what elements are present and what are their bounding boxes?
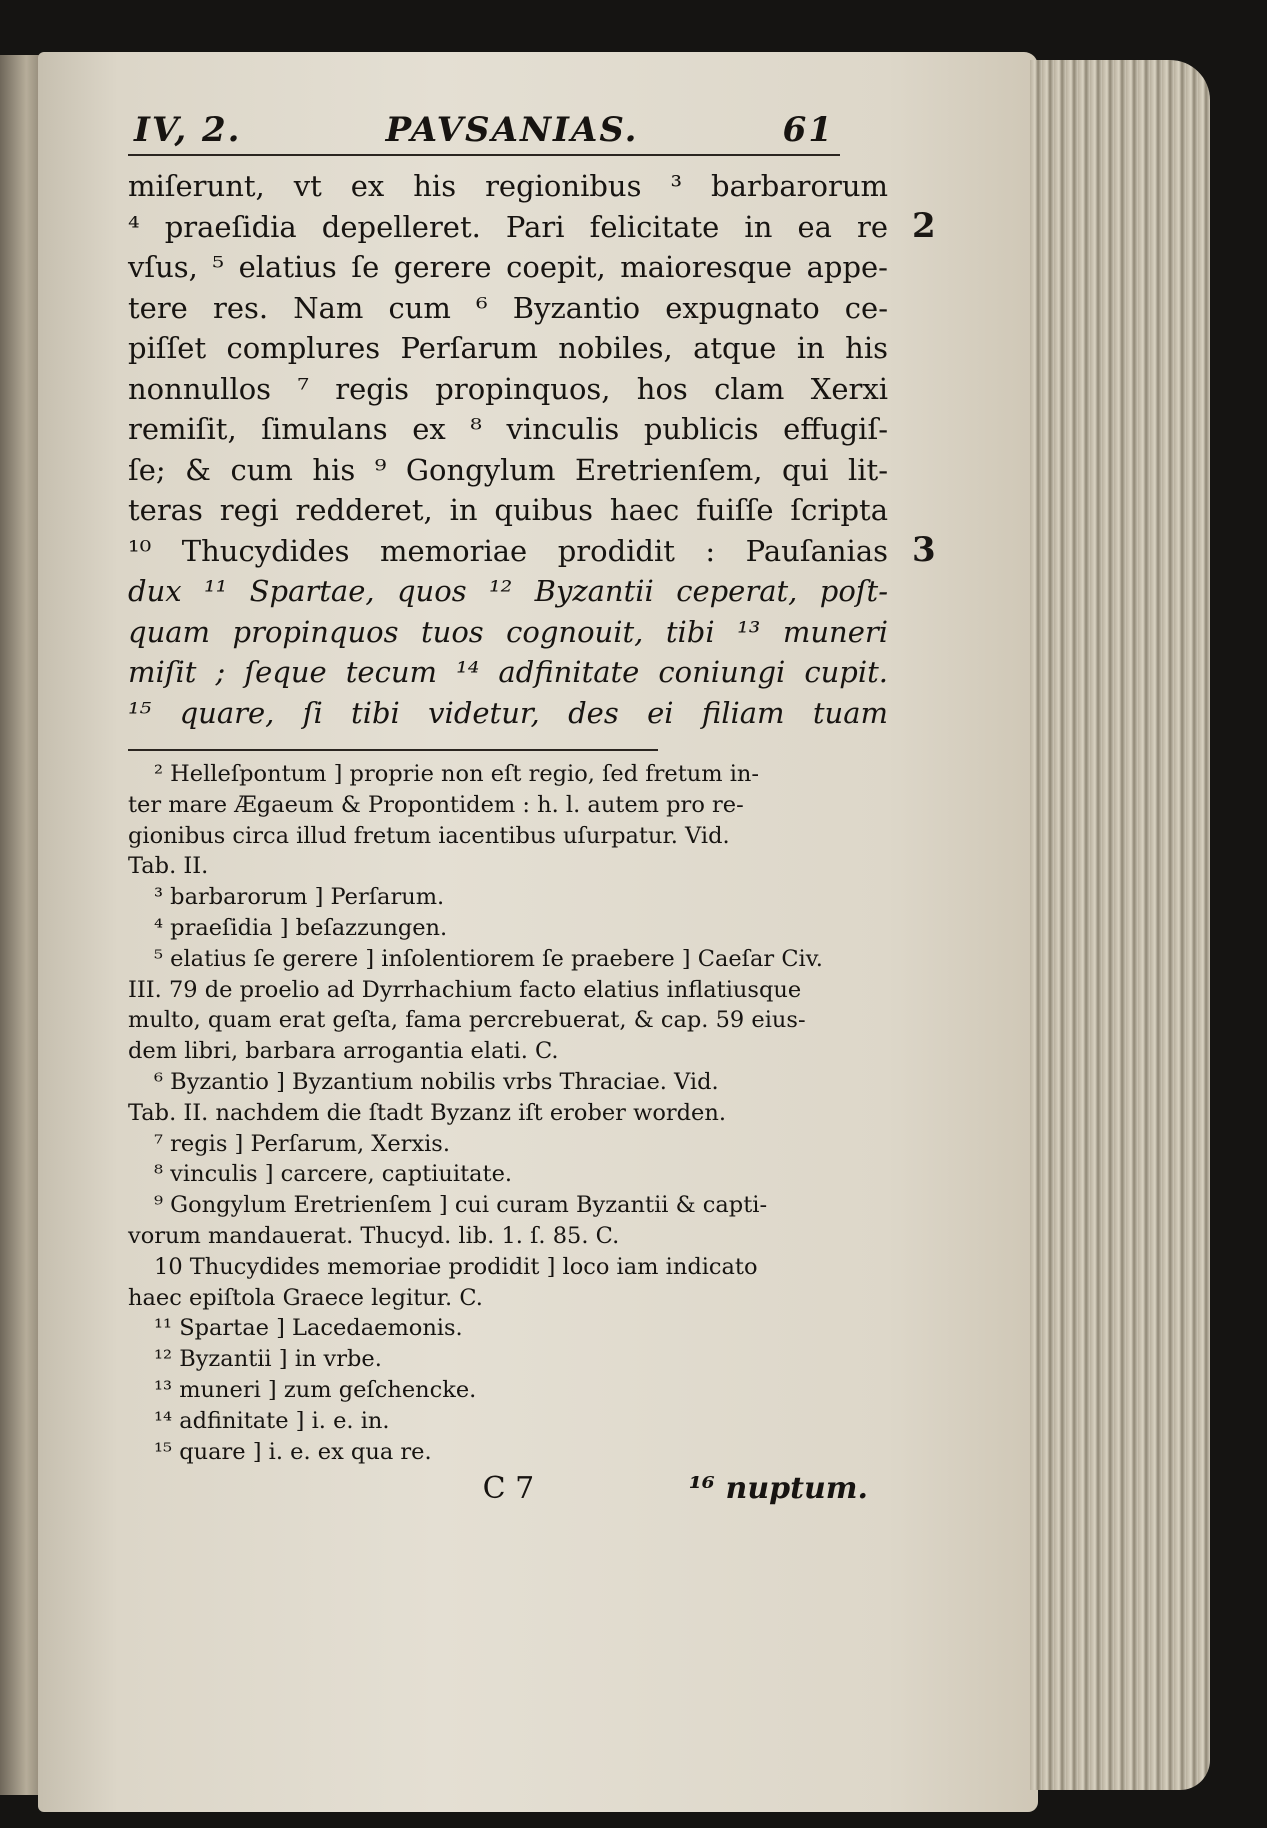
footnote [128, 1375, 888, 1406]
margin-number: 2 [912, 206, 936, 246]
footnote-line: vorum mandauerat. Thucyd. lib. 1. ſ. 85. C. [128, 1222, 620, 1249]
text-line: remiſit, ſimulans ex ⁸ vinculis publicis effugiſ- [128, 412, 888, 446]
footnote-line: ¹⁴ adfinitate ] i. e. in. [154, 1407, 390, 1434]
footnote-line: Tab. II. [128, 853, 209, 880]
footnote-line: ⁶ Byzantio ] Byzantium nobilis vrbs Thraciae. Vid. [154, 1068, 719, 1095]
footnote [128, 1159, 888, 1190]
footnote-line: ³ barbarorum ] Perſarum. [154, 884, 445, 911]
footnotes [128, 759, 888, 1467]
catchword: ¹⁶ nuptum. [688, 1471, 868, 1507]
running-head [128, 110, 840, 156]
footnote-line: ¹⁵ quare ] i. e. ex qua re. [154, 1438, 432, 1465]
text-line: ¹⁰ Thucydides memoriae prodidit : Pauſanias [128, 533, 888, 568]
footnote [128, 913, 888, 944]
main-text [128, 166, 936, 733]
footnote-line: ¹² Byzantii ] in vrbe. [154, 1346, 382, 1373]
signature-mark: C 7 [482, 1471, 535, 1507]
footnote [128, 1406, 888, 1437]
footnote-line: ¹¹ Spartae ] Lacedaemonis. [154, 1315, 463, 1342]
text-line: tere res. Nam cum ⁶ Byzantio expugnato ce- [128, 290, 888, 325]
running-title: PAVSANIAS. [385, 110, 639, 150]
footnote-line: haec epiſtola Graece legitur. C. [128, 1284, 483, 1311]
footnote-line: gionibus circa illud fretum iacentibus uſurpatur. Vid. [128, 822, 730, 849]
text-line: dux ¹¹ Spartae, quos ¹² Byzantii ceperat, poſt- [128, 574, 888, 608]
text-line: ⁴ praeſidia depelleret. Pari felicitate in ea re [128, 209, 888, 244]
text-line: teras regi redderet, in quibus haec fuiſſe ſcripta [128, 493, 888, 527]
footnote-line: multo, quam erat geſta, fama percrebuerat, & cap. 59 eius- [128, 1007, 806, 1034]
footnote [128, 1190, 888, 1252]
footnote [128, 759, 888, 882]
footnote [128, 944, 888, 1067]
text-line: ſe; & cum his ⁹ Gongylum Eretrienſem, qui lit- [128, 452, 888, 487]
footnote [128, 1437, 888, 1468]
footnote-line: ⁸ vinculis ] carcere, captiuitate. [154, 1161, 513, 1188]
text-line: nonnullos ⁷ regis propinquos, hos clam Xerxi [128, 371, 888, 406]
footnote-line: 10 Thucydides memoriae prodidit ] loco iam indicato [154, 1253, 758, 1280]
footnote-line: dem libri, barbara arrogantia elati. C. [128, 1038, 559, 1065]
page-footer [128, 1471, 868, 1506]
text-line: vſus, ⁵ elatius ſe gerere coepit, maioresque appe- [128, 250, 888, 284]
footnote-line: ⁴ praeſidia ] beſazzungen. [154, 914, 448, 941]
footnote-line: ⁵ elatius ſe gerere ] inſolentiorem ſe praebere ] Caeſar Civ. [154, 945, 823, 972]
footnote-rule [128, 749, 658, 751]
footnote [128, 882, 888, 913]
text-line: miſit ; ſeque tecum ¹⁴ adfinitate coniungi cupit. [128, 655, 888, 689]
footnote-line: III. 79 de proelio ad Dyrrhachium facto elatius inflatiusque [128, 976, 802, 1003]
footnote [128, 1313, 888, 1344]
footnote-line: ⁷ regis ] Perſarum, Xerxis. [154, 1130, 450, 1157]
text-line: miſerunt, vt ex his regionibus ³ barbarorum [128, 169, 888, 203]
text-line: piſſet complures Perſarum nobiles, atque in his [128, 331, 888, 365]
page-fore-edge [1030, 60, 1210, 1790]
footnote-line: ⁹ Gongylum Eretrienſem ] cui curam Byzantii & capti- [154, 1192, 768, 1219]
page-number: 61 [782, 110, 834, 150]
footnote [128, 1067, 888, 1129]
footnote-line: ter mare Ægaeum & Propontidem : h. l. autem pro re- [128, 791, 744, 818]
footnote-line: Tab. II. nachdem die ſtadt Byzanz iſt erober worden. [128, 1099, 727, 1126]
page-body [128, 110, 936, 1507]
margin-number: 3 [912, 530, 936, 570]
footnote-line: ² Helleſpontum ] proprie non eſt regio, ſed fretum in- [154, 761, 760, 787]
text-line: quam propinquos tuos cognouit, tibi ¹³ muneri [128, 614, 888, 649]
text-line: ¹⁵ quare, ſi tibi videtur, des ei filiam tuam [128, 695, 888, 730]
footnote [128, 1344, 888, 1375]
footnote [128, 1129, 888, 1160]
footnote [128, 1252, 888, 1314]
chapter-ref: IV, 2. [134, 110, 242, 150]
footnote-line: ¹³ muneri ] zum geſchencke. [154, 1376, 477, 1403]
